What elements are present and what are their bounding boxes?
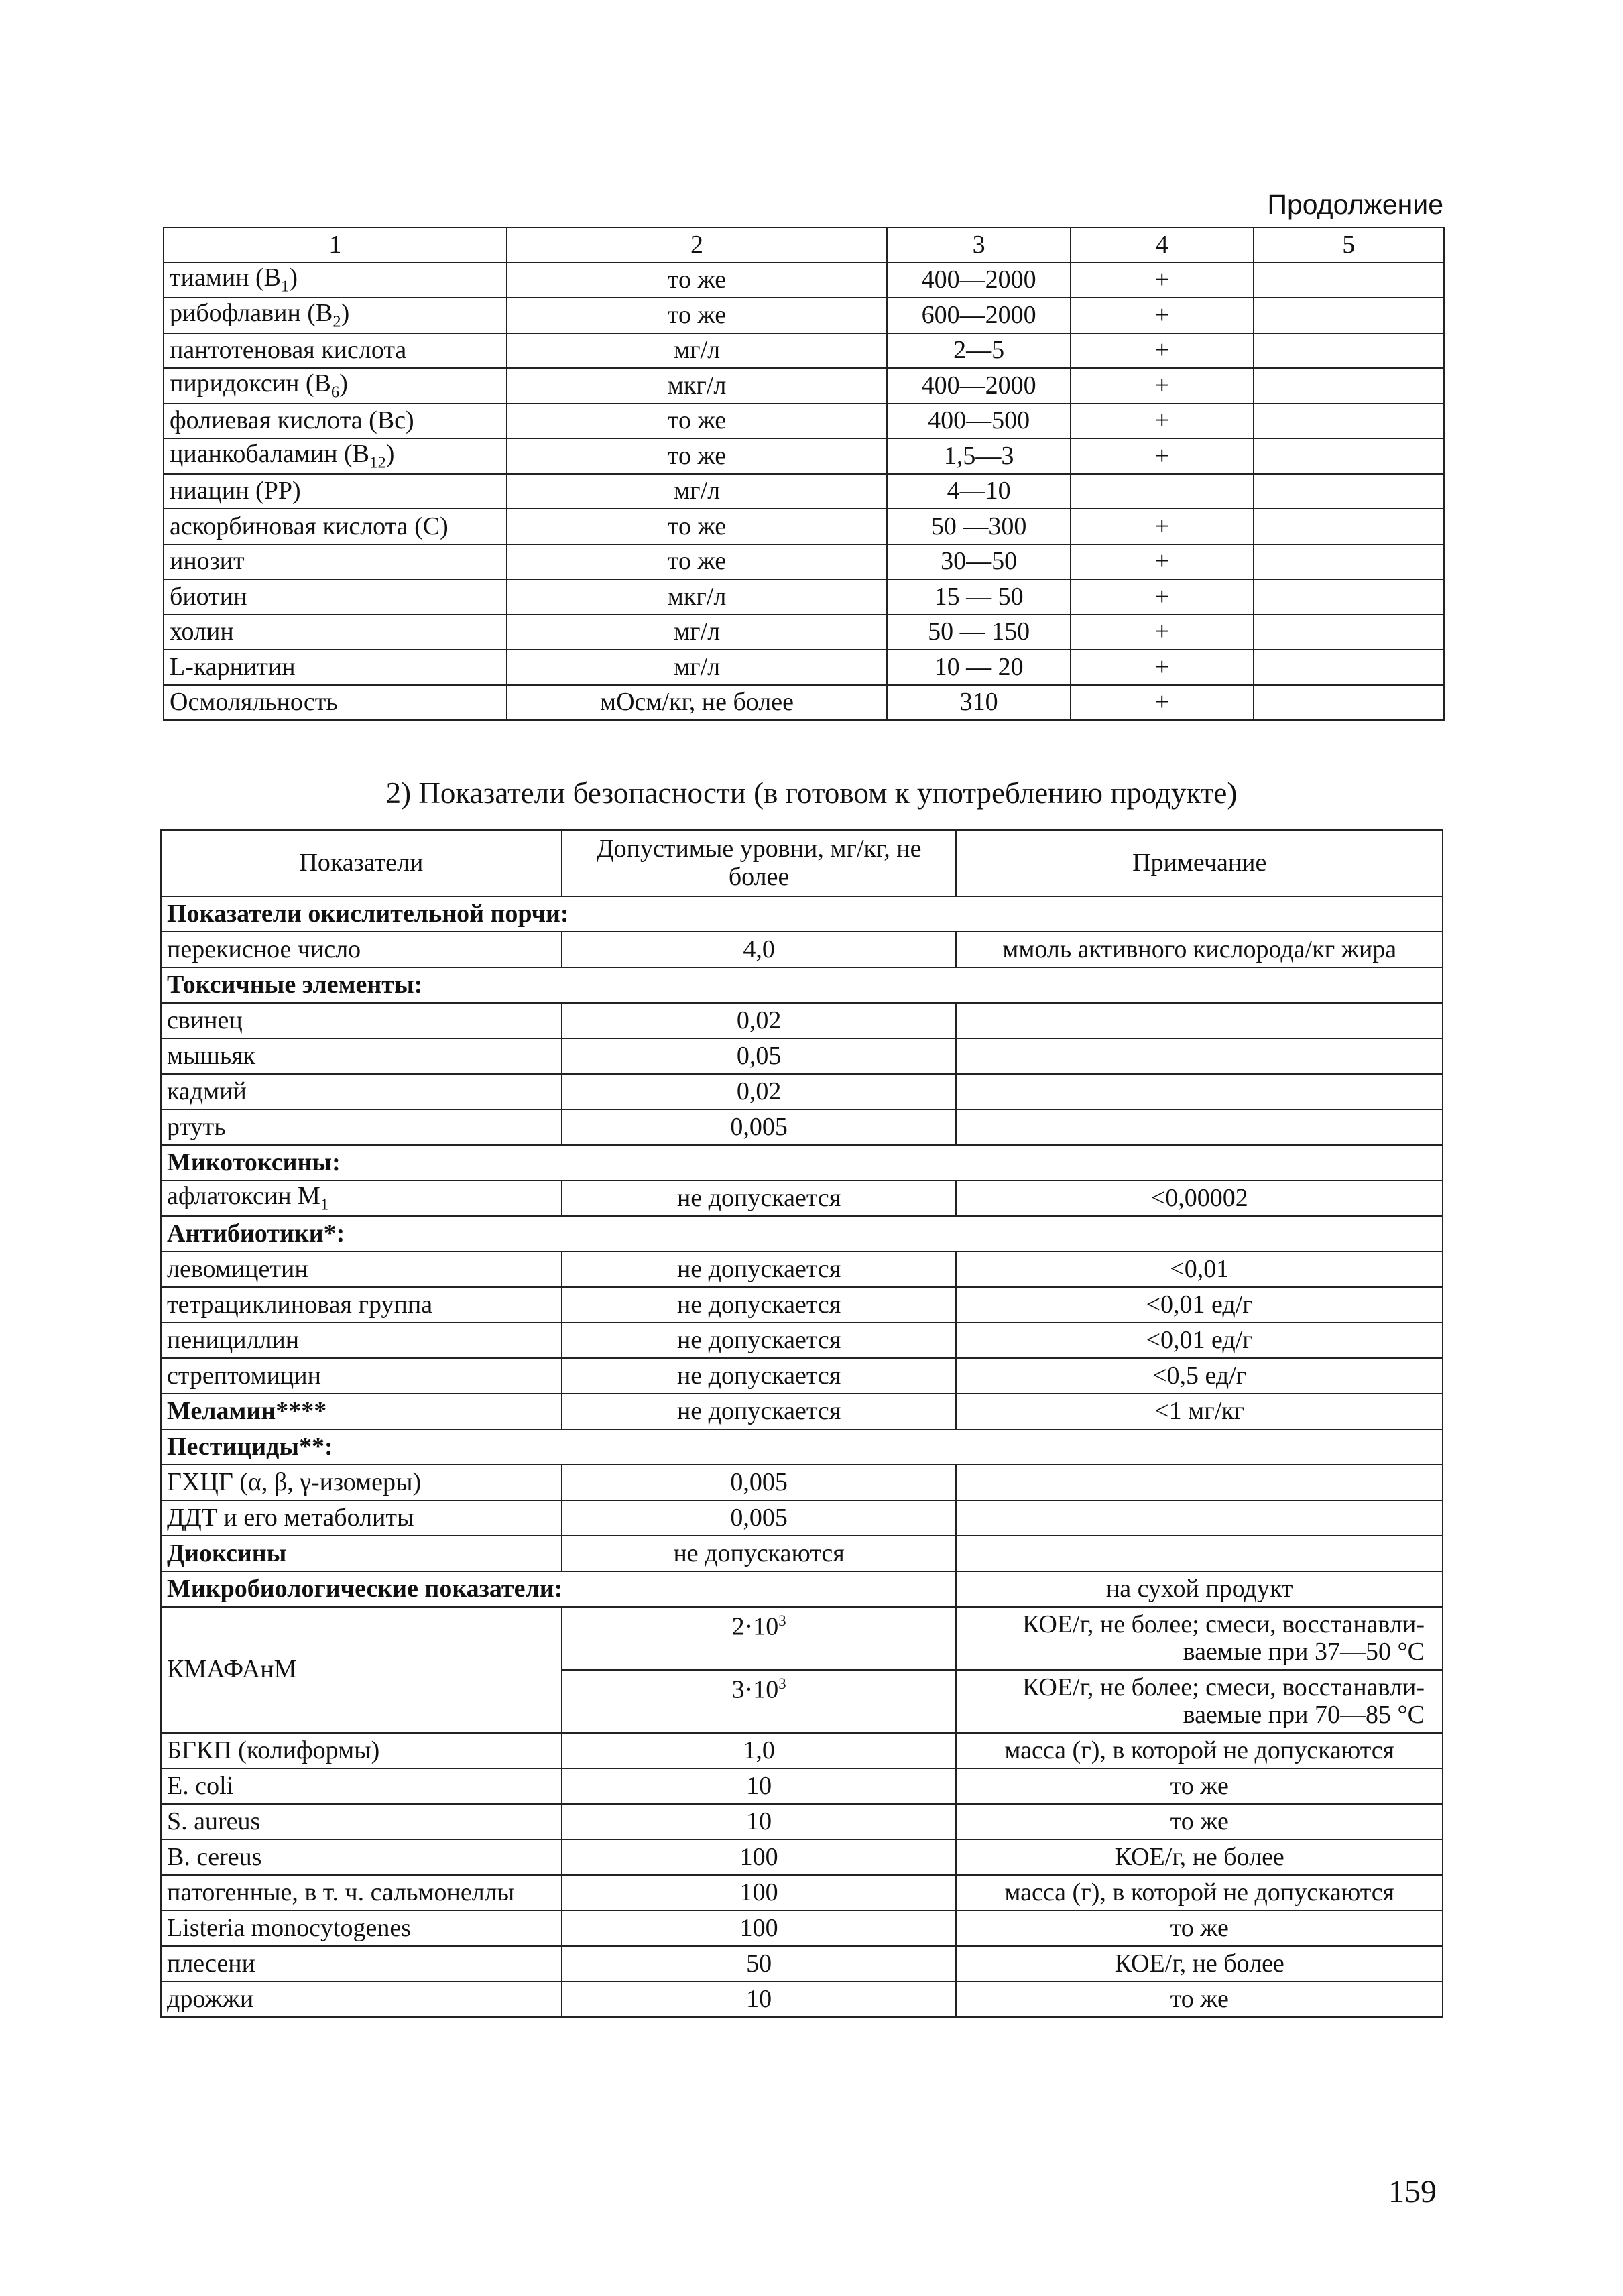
indicator-note: масса (г), в которой не допускаются [956, 1875, 1443, 1911]
table-row [161, 1287, 1443, 1323]
indicator-value: не допускается [562, 1358, 957, 1394]
indicator-value: 1,0 [562, 1733, 957, 1768]
column-number-3: 3 [887, 227, 1071, 263]
group-row [161, 1429, 1443, 1465]
column-number-2: 2 [507, 227, 887, 263]
indicator-name [161, 1181, 562, 1216]
value-range: 4—10 [887, 474, 1071, 509]
indicator-value: не допускаются [562, 1536, 957, 1571]
indicator-note: ммоль активного кислорода/кг жира [956, 932, 1443, 967]
indicator-note: <0,01 [956, 1252, 1443, 1287]
name-text: ниацин (PP) [170, 477, 301, 505]
group-mycotoxins: Микотоксины: [161, 1145, 1443, 1181]
table-row [161, 932, 1443, 967]
group-row [161, 1145, 1443, 1181]
value-range: 400—2000 [887, 368, 1071, 404]
unit: то же [507, 263, 887, 298]
table-row [164, 368, 1444, 404]
group-row [161, 1216, 1443, 1252]
table-row [161, 1181, 1443, 1216]
table-row [164, 263, 1444, 298]
indicator-name: мышьяк [161, 1038, 562, 1074]
table-row [161, 1323, 1443, 1358]
group-microbiological: Микробиологические показатели: [161, 1571, 956, 1607]
table-header-row [164, 227, 1444, 263]
indicator-value: 0,005 [562, 1465, 957, 1500]
indicator-note: то же [956, 1768, 1443, 1804]
table-row [161, 1038, 1443, 1074]
header-permissible-levels: Допустимые уровни, мг/кг, не более [562, 830, 957, 896]
column-5-cell [1254, 404, 1445, 439]
indicator-note: КОЕ/г, не более; смеси, восстанавли-ваемые при 37—50 °C [956, 1607, 1443, 1670]
table-row [161, 1875, 1443, 1911]
indicator-name: B. cereus [161, 1839, 562, 1875]
unit: мкг/л [507, 579, 887, 615]
table-row [161, 1500, 1443, 1536]
indicator-name: левомицетин [161, 1252, 562, 1287]
indicator-note: <0,5 ед/г [956, 1358, 1443, 1394]
nutrient-name [164, 368, 507, 404]
unit: то же [507, 544, 887, 580]
indicator-note: КОЕ/г, не более [956, 1946, 1443, 1982]
indicator-value: 0,005 [562, 1109, 957, 1145]
table-row [164, 298, 1444, 333]
indicator-value: 50 [562, 1946, 957, 1982]
indicator-value [562, 1670, 957, 1733]
value-base: 3·10 [731, 1675, 779, 1704]
name-text: пантотеновая кислота [170, 336, 407, 365]
indicator-note: <1 мг/кг [956, 1394, 1443, 1429]
name-text: L-карнитин [170, 652, 296, 681]
table-row [164, 544, 1444, 580]
indicator-name: патогенные, в т. ч. сальмонеллы [161, 1875, 562, 1911]
table-row [164, 438, 1444, 474]
indicator-note: то же [956, 1982, 1443, 2017]
column-5-cell [1254, 368, 1445, 404]
name-text: пиридоксин (B [170, 369, 331, 398]
indicator-note: <0,00002 [956, 1181, 1443, 1216]
microbiological-note: на сухой продукт [956, 1571, 1443, 1607]
indicator-name: S. aureus [161, 1804, 562, 1839]
conformity-mark: + [1071, 509, 1253, 544]
unit: мг/л [507, 474, 887, 509]
table-row [164, 579, 1444, 615]
name-text: аскорбиновая кислота (C) [170, 511, 448, 540]
indicator-note [956, 1074, 1443, 1109]
indicator-name: E. coli [161, 1768, 562, 1804]
indicator-value: 10 [562, 1768, 957, 1804]
indicator-name: Listeria monocytogenes [161, 1911, 562, 1946]
value-range: 50 —300 [887, 509, 1071, 544]
column-5-cell [1254, 579, 1445, 615]
unit: мкг/л [507, 368, 887, 404]
indicator-name: стрептомицин [161, 1358, 562, 1394]
table-row [161, 1607, 1443, 1670]
indicator-note [956, 1003, 1443, 1038]
conformity-mark: + [1071, 579, 1253, 615]
group-row [161, 1571, 1443, 1607]
nutrient-name [164, 685, 507, 721]
indicator-value: не допускается [562, 1181, 957, 1216]
column-number-1: 1 [164, 227, 507, 263]
conformity-mark: + [1071, 615, 1253, 650]
nutrient-name [164, 650, 507, 685]
table-row [161, 1804, 1443, 1839]
unit: мг/л [507, 650, 887, 685]
unit: мг/л [507, 333, 887, 369]
table-row [164, 474, 1444, 509]
group-row [161, 896, 1443, 932]
name-tail: ) [289, 263, 298, 292]
nutrient-name [164, 404, 507, 439]
column-number-4: 4 [1071, 227, 1253, 263]
table-header-row [161, 830, 1443, 896]
indicator-note: КОЕ/г, не более [956, 1839, 1443, 1875]
name-subscript: 1 [320, 1195, 329, 1214]
value-range: 15 — 50 [887, 579, 1071, 615]
indicator-value: 100 [562, 1875, 957, 1911]
name-text: цианкобаламин (B [170, 439, 369, 468]
value-exponent: 3 [778, 1612, 786, 1629]
group-toxic-elements: Токсичные элементы: [161, 967, 1443, 1003]
column-5-cell [1254, 438, 1445, 474]
unit: то же [507, 438, 887, 474]
column-5-cell [1254, 474, 1445, 509]
table-row [161, 1003, 1443, 1038]
name-subscript: 6 [330, 383, 340, 402]
name-subscript: 1 [281, 277, 290, 296]
indicator-value [562, 1607, 957, 1670]
indicator-note: то же [956, 1804, 1443, 1839]
name-subscript: 2 [333, 312, 341, 331]
conformity-mark: + [1071, 544, 1253, 580]
conformity-mark: + [1071, 404, 1253, 439]
name-text: холин [170, 617, 234, 646]
indicator-note: <0,01 ед/г [956, 1287, 1443, 1323]
indicator-name: пенициллин [161, 1323, 562, 1358]
nutrient-name [164, 509, 507, 544]
column-5-cell [1254, 544, 1445, 580]
conformity-mark: + [1071, 263, 1253, 298]
name-text: биотин [170, 582, 247, 611]
header-indicators: Показатели [161, 830, 562, 896]
nutrient-name [164, 438, 507, 474]
column-5-cell [1254, 615, 1445, 650]
indicator-value: не допускается [562, 1323, 957, 1358]
name-text: рибофлавин (B [170, 298, 333, 327]
conformity-mark: + [1071, 368, 1253, 404]
table-row [161, 1074, 1443, 1109]
indicator-value: 0,05 [562, 1038, 957, 1074]
group-antibiotics: Антибиотики*: [161, 1216, 1443, 1252]
safety-indicators-table [160, 829, 1443, 2018]
value-range: 2—5 [887, 333, 1071, 369]
table-row [161, 1252, 1443, 1287]
indicator-value: 0,005 [562, 1500, 957, 1536]
table-row [164, 650, 1444, 685]
table-row [164, 685, 1444, 721]
table-row [161, 1109, 1443, 1145]
unit: мОсм/кг, не более [507, 685, 887, 721]
indicator-note [956, 1465, 1443, 1500]
indicator-name: КМАФАнМ [161, 1607, 562, 1733]
table-row [161, 1536, 1443, 1571]
indicator-name: Диоксины [161, 1536, 562, 1571]
indicator-note [956, 1038, 1443, 1074]
indicator-note: то же [956, 1911, 1443, 1946]
conformity-mark: + [1071, 333, 1253, 369]
column-5-cell [1254, 650, 1445, 685]
table-row [164, 404, 1444, 439]
column-number-5: 5 [1254, 227, 1445, 263]
table-row [161, 1946, 1443, 1982]
indicator-note [956, 1536, 1443, 1571]
name-text: Осмоляльность [170, 688, 338, 717]
group-pesticides: Пестициды**: [161, 1429, 1443, 1465]
unit: то же [507, 509, 887, 544]
conformity-mark: + [1071, 650, 1253, 685]
table-row [161, 1733, 1443, 1768]
unit: то же [507, 298, 887, 333]
indicator-name: перекисное число [161, 932, 562, 967]
table-row [161, 1768, 1443, 1804]
indicator-name: плесени [161, 1946, 562, 1982]
indicator-note [956, 1109, 1443, 1145]
indicator-value: 0,02 [562, 1003, 957, 1038]
table-row [164, 615, 1444, 650]
indicator-name: Меламин**** [161, 1394, 562, 1429]
column-5-cell [1254, 263, 1445, 298]
name-subscript: 12 [369, 453, 386, 472]
column-5-cell [1254, 333, 1445, 369]
continued-label: Продолжение [1267, 189, 1443, 220]
name-text: тиамин (B [170, 263, 282, 292]
table-row [164, 333, 1444, 369]
nutrient-name [164, 263, 507, 298]
indicator-value: 0,02 [562, 1074, 957, 1109]
indicator-note: <0,01 ед/г [956, 1323, 1443, 1358]
conformity-mark [1071, 474, 1253, 509]
table-row [164, 509, 1444, 544]
name-text: инозит [170, 547, 245, 576]
value-range: 30—50 [887, 544, 1071, 580]
column-5-cell [1254, 685, 1445, 721]
indicator-value: не допускается [562, 1287, 957, 1323]
indicator-name: БГКП (колиформы) [161, 1733, 562, 1768]
indicator-name: ртуть [161, 1109, 562, 1145]
indicator-value: не допускается [562, 1252, 957, 1287]
value-base: 2·10 [731, 1612, 779, 1641]
name-text: афлатоксин M [167, 1181, 320, 1210]
nutrient-name [164, 615, 507, 650]
name-tail: ) [339, 369, 348, 398]
table-row [161, 1911, 1443, 1946]
table-row [161, 1839, 1443, 1875]
value-range: 400—500 [887, 404, 1071, 439]
section-heading: 2) Показатели безопасности (в готовом к употреблению продукте) [385, 776, 1238, 810]
indicator-name: дрожжи [161, 1982, 562, 2017]
indicator-name: свинец [161, 1003, 562, 1038]
group-row [161, 967, 1443, 1003]
indicator-note: КОЕ/г, не более; смеси, восстанавли-ваемые при 70—85 °C [956, 1670, 1443, 1733]
header-note: Примечание [956, 830, 1443, 896]
nutrient-name [164, 333, 507, 369]
table-row [161, 1982, 1443, 2017]
page-number: 159 [1388, 2174, 1437, 2210]
conformity-mark: + [1071, 685, 1253, 721]
indicator-name: ДДТ и его метаболиты [161, 1500, 562, 1536]
indicator-name: кадмий [161, 1074, 562, 1109]
table-row [161, 1358, 1443, 1394]
indicator-name: ГХЦГ (α, β, γ-изомеры) [161, 1465, 562, 1500]
value-range: 10 — 20 [887, 650, 1071, 685]
vitamins-table-continued [163, 227, 1445, 721]
value-range: 400—2000 [887, 263, 1071, 298]
nutrient-name [164, 579, 507, 615]
indicator-value: 100 [562, 1839, 957, 1875]
unit: то же [507, 404, 887, 439]
value-range: 1,5—3 [887, 438, 1071, 474]
table-row [161, 1465, 1443, 1500]
column-5-cell [1254, 509, 1445, 544]
nutrient-name [164, 544, 507, 580]
unit: мг/л [507, 615, 887, 650]
indicator-note: масса (г), в которой не допускаются [956, 1733, 1443, 1768]
indicator-value: 10 [562, 1804, 957, 1839]
conformity-mark: + [1071, 438, 1253, 474]
indicator-name: тетрациклиновая группа [161, 1287, 562, 1323]
name-text: фолиевая кислота (Bc) [170, 406, 414, 435]
value-range: 600—2000 [887, 298, 1071, 333]
nutrient-name [164, 474, 507, 509]
group-oxidation: Показатели окислительной порчи: [161, 896, 1443, 932]
value-range: 310 [887, 685, 1071, 721]
column-5-cell [1254, 298, 1445, 333]
indicator-note [956, 1500, 1443, 1536]
name-tail: ) [341, 298, 350, 327]
conformity-mark: + [1071, 298, 1253, 333]
indicator-value: 10 [562, 1982, 957, 2017]
indicator-value: не допускается [562, 1394, 957, 1429]
indicator-value: 100 [562, 1911, 957, 1946]
name-tail: ) [385, 439, 395, 468]
value-range: 50 — 150 [887, 615, 1071, 650]
indicator-value: 4,0 [562, 932, 957, 967]
table-row [161, 1394, 1443, 1429]
nutrient-name [164, 298, 507, 333]
value-exponent: 3 [778, 1675, 786, 1692]
